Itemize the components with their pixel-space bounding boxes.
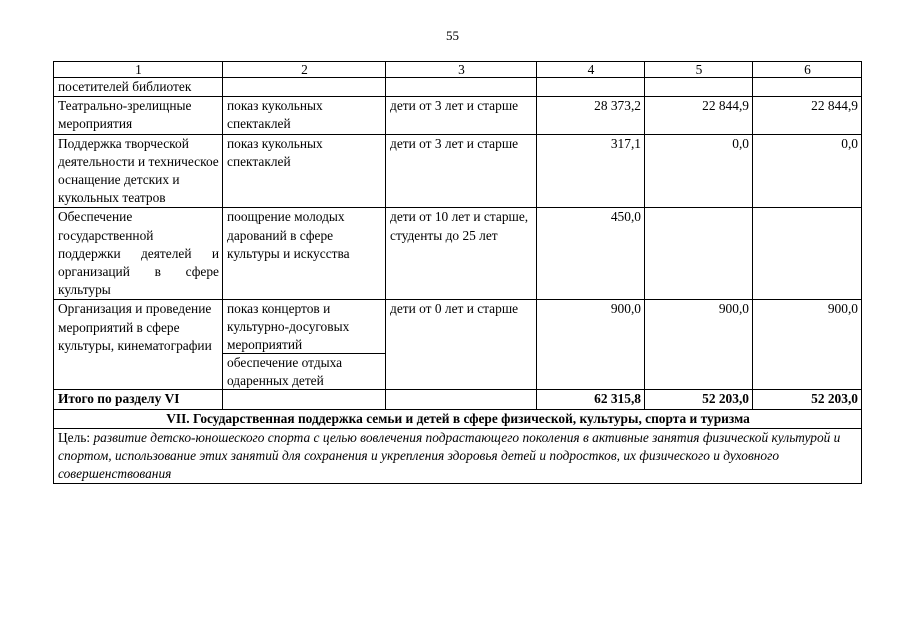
column-header-2: 2 — [223, 62, 386, 78]
budget-table — [53, 61, 862, 484]
cell-audience: дети от 0 лет и старше — [386, 300, 537, 390]
cell-service-concerts: показ концертов и культурно-досуговых мероприятий — [227, 301, 350, 352]
cell-service: показ кукольных спектаклей — [223, 134, 386, 208]
empty-cell — [386, 390, 537, 409]
cell-amount-col5 — [645, 208, 753, 300]
cell-audience — [386, 78, 537, 97]
cell-activity: Поддержка творческой деятельности и техническое оснащение детских и кукольных театров — [54, 134, 223, 208]
cell-amount-col5 — [645, 78, 753, 97]
cell-audience: дети от 10 лет и старше, студенты до 25 лет — [386, 208, 537, 300]
cell-service: поощрение молодых дарований в сфере культуры и искусства — [223, 208, 386, 300]
cell-amount-col6 — [753, 78, 862, 97]
cell-service-gifted-children: обеспечение отдыха одаренных детей — [223, 353, 385, 389]
cell-service: показ кукольных спектаклей — [223, 97, 386, 134]
cell-amount-col6: 22 844,9 — [753, 97, 862, 134]
cell-amount-col4: 317,1 — [537, 134, 645, 208]
cell-amount-col5: 900,0 — [645, 300, 753, 390]
goal-label: Цель: — [58, 429, 91, 445]
cell-audience: дети от 3 лет и старше — [386, 134, 537, 208]
total-col6: 52 203,0 — [753, 390, 862, 409]
empty-cell — [223, 390, 386, 409]
cell-amount-col6: 0,0 — [753, 134, 862, 208]
cell-amount-col5: 22 844,9 — [645, 97, 753, 134]
cell-activity: Театрально-зрелищные мероприятия — [54, 97, 223, 134]
column-header-5: 5 — [645, 62, 753, 78]
column-header-3: 3 — [386, 62, 537, 78]
page-number: 55 — [446, 28, 459, 43]
total-col4: 62 315,8 — [537, 390, 645, 409]
cell-service-split — [223, 300, 386, 390]
goal-row — [54, 428, 862, 484]
total-col5: 52 203,0 — [645, 390, 753, 409]
cell-amount-col5: 0,0 — [645, 134, 753, 208]
table-header-row — [54, 62, 862, 78]
table-row — [54, 97, 862, 134]
column-header-1: 1 — [54, 62, 223, 78]
table-row — [54, 78, 862, 97]
column-header-6: 6 — [753, 62, 862, 78]
column-header-4: 4 — [537, 62, 645, 78]
table-row — [54, 300, 862, 390]
cell-amount-col6 — [753, 208, 862, 300]
table-row — [54, 134, 862, 208]
cell-amount-col4 — [537, 78, 645, 97]
cell-amount-col6: 900,0 — [753, 300, 862, 390]
cell-audience: дети от 3 лет и старше — [386, 97, 537, 134]
total-row — [54, 390, 862, 409]
cell-activity: Организация и проведение мероприятий в сфере культуры, кинематографии — [54, 300, 223, 390]
cell-service — [223, 78, 386, 97]
table-row — [54, 208, 862, 300]
total-label: Итого по разделу VI — [54, 390, 223, 409]
cell-amount-col4: 28 373,2 — [537, 97, 645, 134]
goal-cell — [54, 428, 862, 484]
cell-activity: посетителей библиотек — [54, 78, 223, 97]
section-title: VII. Государственная поддержка семьи и детей в сфере физической, культуры, спорта и туризма — [54, 409, 862, 428]
section-title-row — [54, 409, 862, 428]
cell-amount-col4: 450,0 — [537, 208, 645, 300]
cell-amount-col4: 900,0 — [537, 300, 645, 390]
cell-activity: Обеспечение государственной поддержки деятелей и организаций в сфере культуры — [54, 208, 223, 300]
goal-text: развитие детско-юношеского спорта с целью вовлечения подрастающего поколения в активные занятия физической культурой и спортом, использование этих занятий для сохранения и укрепления здоровья детей и подростков, их физического и духовного совершенствования — [58, 429, 841, 482]
